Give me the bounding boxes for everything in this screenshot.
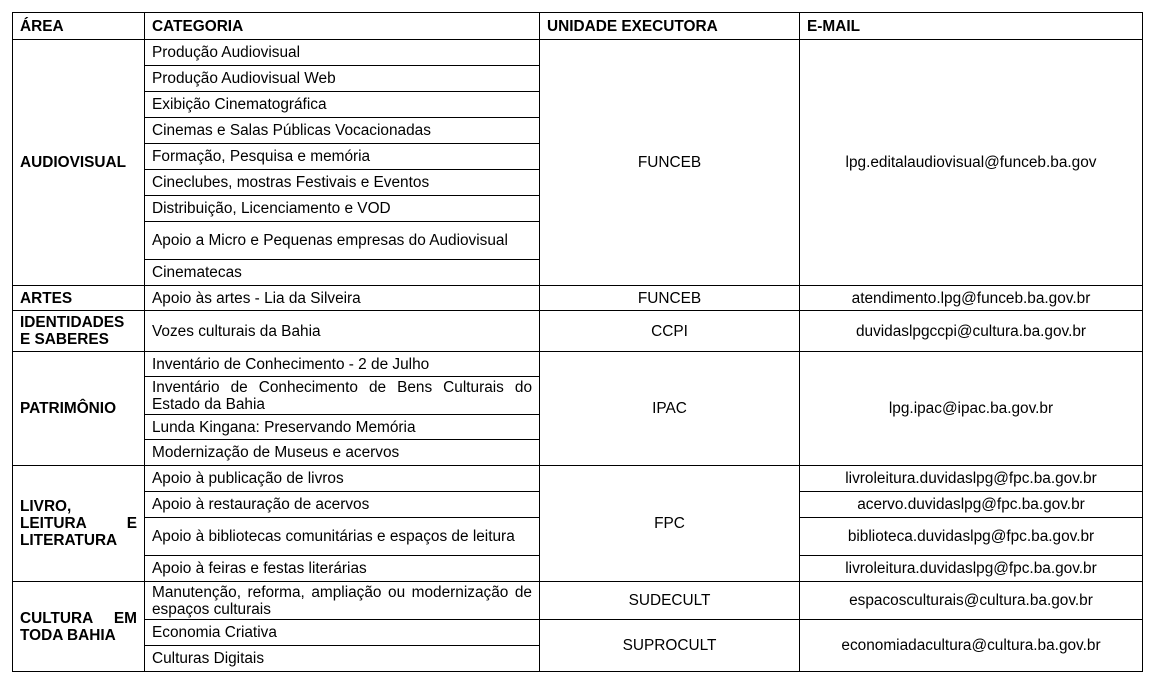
area-identidades	[13, 311, 145, 352]
header-unidade: UNIDADE EXECUTORA	[540, 13, 800, 40]
area-line: IDENTIDADES	[20, 314, 125, 331]
categoria-cell: Culturas Digitais	[145, 646, 540, 672]
categoria-cell: Cinematecas	[145, 260, 540, 286]
unidade-ccpi: CCPI	[540, 311, 800, 352]
categoria-cell: Apoio à bibliotecas comunitárias e espaços de leitura	[145, 518, 540, 556]
categoria-cell: Apoio às artes - Lia da Silveira	[145, 286, 540, 311]
area-line: LITERATURA	[20, 532, 118, 549]
categoria-cell: Inventário de Conhecimento - 2 de Julho	[145, 352, 540, 377]
categoria-cell: Apoio à restauração de acervos	[145, 492, 540, 518]
email-cell: acervo.duvidaslpg@fpc.ba.gov.br	[800, 492, 1143, 518]
unidade-suprocult: SUPROCULT	[540, 620, 800, 672]
area-artes: ARTES	[13, 286, 145, 311]
email-cell: biblioteca.duvidaslpg@fpc.ba.gov.br	[800, 518, 1143, 556]
table-row	[13, 582, 1143, 620]
categoria-cell: Economia Criativa	[145, 620, 540, 646]
header-row	[13, 13, 1143, 40]
lpg-table	[12, 12, 1143, 672]
area-line: E SABERES	[20, 331, 109, 348]
categoria-cell: Produção Audiovisual	[145, 40, 540, 66]
categoria-cell: Distribuição, Licenciamento e VOD	[145, 196, 540, 222]
area-line: LIVRO,	[20, 498, 72, 515]
header-categoria: CATEGORIA	[145, 13, 540, 40]
categoria-cell: Lunda Kingana: Preservando Memória	[145, 415, 540, 440]
email-cell: economiadacultura@cultura.ba.gov.br	[800, 620, 1143, 672]
categoria-cell: Cineclubes, mostras Festivais e Eventos	[145, 170, 540, 196]
categoria-cell: Apoio à feiras e festas literárias	[145, 556, 540, 582]
categoria-cell: Manutenção, reforma, ampliação ou modernização de espaços culturais	[145, 582, 540, 620]
email-cell: espacosculturais@cultura.ba.gov.br	[800, 582, 1143, 620]
area-line: LEITURA E	[20, 515, 137, 532]
area-audiovisual: AUDIOVISUAL	[13, 40, 145, 286]
categoria-cell: Exibição Cinematográfica	[145, 92, 540, 118]
table-row	[13, 40, 1143, 66]
table-row	[13, 311, 1143, 352]
unidade-funceb: FUNCEB	[540, 286, 800, 311]
categoria-cell: Inventário de Conhecimento de Bens Culturais do Estado da Bahia	[145, 377, 540, 415]
area-line: CULTURA EM	[20, 609, 137, 627]
email-audiovisual: lpg.editalaudiovisual@funceb.ba.gov	[800, 40, 1143, 286]
categoria-cell: Cinemas e Salas Públicas Vocacionadas	[145, 118, 540, 144]
categoria-cell: Apoio à publicação de livros	[145, 466, 540, 492]
unidade-ipac: IPAC	[540, 352, 800, 466]
email-artes: atendimento.lpg@funceb.ba.gov.br	[800, 286, 1143, 311]
table-row	[13, 352, 1143, 377]
email-cell: livroleitura.duvidaslpg@fpc.ba.gov.br	[800, 466, 1143, 492]
categoria-cell: Formação, Pesquisa e memória	[145, 144, 540, 170]
unidade-sudecult: SUDECULT	[540, 582, 800, 620]
unidade-funceb: FUNCEB	[540, 40, 800, 286]
table-row	[13, 466, 1143, 492]
area-cultura	[13, 582, 145, 672]
area-patrimonio: PATRIMÔNIO	[13, 352, 145, 466]
categoria-cell: Vozes culturais da Bahia	[145, 311, 540, 352]
header-area: ÁREA	[13, 13, 145, 40]
area-livro	[13, 466, 145, 582]
email-patrimonio: lpg.ipac@ipac.ba.gov.br	[800, 352, 1143, 466]
categoria-cell: Produção Audiovisual Web	[145, 66, 540, 92]
unidade-fpc: FPC	[540, 466, 800, 582]
table-row	[13, 620, 1143, 646]
email-identidades: duvidaslpgccpi@cultura.ba.gov.br	[800, 311, 1143, 352]
categoria-cell: Modernização de Museus e acervos	[145, 440, 540, 466]
email-cell: livroleitura.duvidaslpg@fpc.ba.gov.br	[800, 556, 1143, 582]
header-email: E-MAIL	[800, 13, 1143, 40]
area-line: TODA BAHIA	[20, 626, 116, 644]
table-row	[13, 286, 1143, 311]
categoria-cell: Apoio a Micro e Pequenas empresas do Audiovisual	[145, 222, 540, 260]
